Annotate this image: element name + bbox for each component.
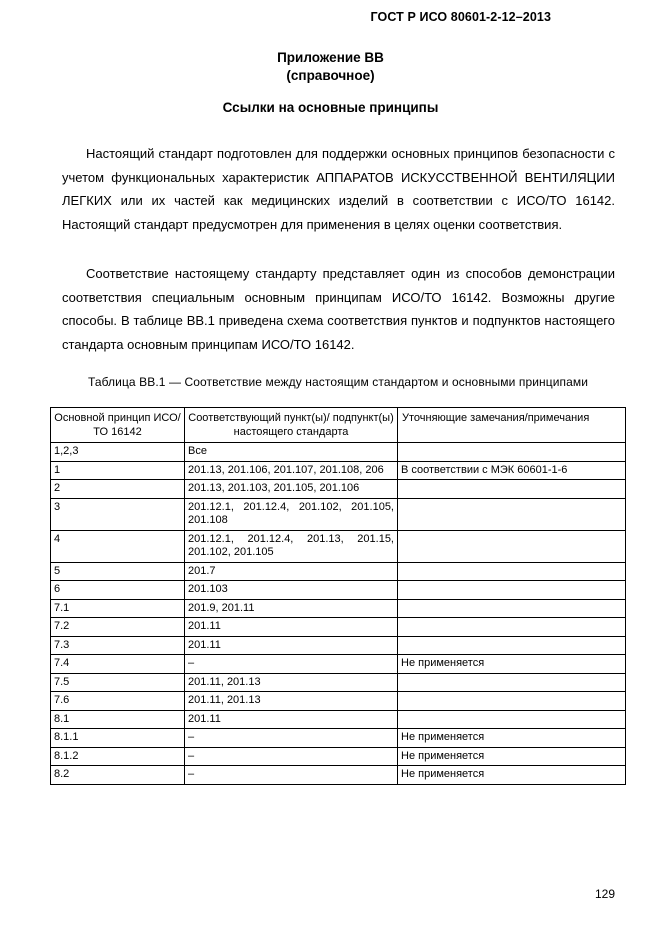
paragraph-conformance: Соответствие настоящему стандарту представляет один из способов демонстрации соответствия специальным основным принципам ИСО/ТО 16142. Возможны другие способы. В таблице ВВ.1 приведена схема соответствия пунктов и подпунктов настоящего стандарта основным принципам ИСО/ТО 16142. xyxy=(62,266,615,352)
cell-principle: 8.1.1 xyxy=(51,729,185,748)
table-row xyxy=(51,747,626,766)
cell-notes xyxy=(398,710,626,729)
table-row xyxy=(51,443,626,462)
cell-clauses: 201.13, 201.106, 201.107, 201.108, 206 xyxy=(185,461,398,480)
cell-notes xyxy=(398,562,626,581)
cell-principle: 8.2 xyxy=(51,766,185,785)
table-row xyxy=(51,692,626,711)
cell-notes xyxy=(398,530,626,562)
table-row xyxy=(51,599,626,618)
table-row xyxy=(51,581,626,600)
cell-notes xyxy=(398,498,626,530)
cell-notes xyxy=(398,673,626,692)
cell-notes xyxy=(398,636,626,655)
cell-clauses: – xyxy=(185,747,398,766)
header-notes: Уточняющие замечания/примечания xyxy=(398,408,626,443)
cell-clauses: – xyxy=(185,729,398,748)
table-header-row xyxy=(51,408,626,443)
page-number: 129 xyxy=(595,887,616,901)
cell-principle: 8.1 xyxy=(51,710,185,729)
cell-principle: 7.3 xyxy=(51,636,185,655)
cell-principle: 5 xyxy=(51,562,185,581)
table-row xyxy=(51,480,626,499)
cell-notes xyxy=(398,618,626,637)
header-clauses: Соответствующий пункт(ы)/ подпункт(ы) настоящего стандарта xyxy=(185,408,398,443)
cell-principle: 7.1 xyxy=(51,599,185,618)
cell-clauses: 201.12.1, 201.12.4, 201.102, 201.105, 201.108 xyxy=(185,498,398,530)
cell-clauses: 201.7 xyxy=(185,562,398,581)
cell-clauses: – xyxy=(185,766,398,785)
cell-clauses: Все xyxy=(185,443,398,462)
section-title: Ссылки на основные принципы xyxy=(222,100,439,115)
header-principle: Основной принцип ИСО/ТО 16142 xyxy=(51,408,185,443)
cell-principle: 2 xyxy=(51,480,185,499)
table-row xyxy=(51,655,626,674)
table-row xyxy=(51,498,626,530)
table-row xyxy=(51,673,626,692)
cell-principle: 4 xyxy=(51,530,185,562)
cell-principle: 1 xyxy=(51,461,185,480)
cell-clauses: 201.11 xyxy=(185,710,398,729)
table-row xyxy=(51,636,626,655)
cell-principle: 7.4 xyxy=(51,655,185,674)
cell-principle: 7.6 xyxy=(51,692,185,711)
cell-notes: Не применяется xyxy=(398,747,626,766)
cell-principle: 7.5 xyxy=(51,673,185,692)
cell-clauses: – xyxy=(185,655,398,674)
annex-title: Приложение ВВ xyxy=(277,50,384,65)
paragraph-intro: Настоящий стандарт подготовлен для поддержки основных принципов безопасности с учетом функциональных характеристик АППАРАТОВ ИСКУССТВЕННОЙ ВЕНТИЛЯЦИИ ЛЕГКИХ или их частей как медицинских изделий в соответствии с ИСО/ТО 16142. Настоящий стандарт предусмотрен для применения в целях оценки соответствия. xyxy=(62,146,615,232)
cell-principle: 6 xyxy=(51,581,185,600)
table-caption: Таблица ВВ.1 — Соответствие между настоящим стандартом и основными принципами xyxy=(87,375,589,389)
cell-clauses: 201.103 xyxy=(185,581,398,600)
table-row xyxy=(51,710,626,729)
standard-code-header: ГОСТ Р ИСО 80601-2-12–2013 xyxy=(370,10,551,24)
table-row xyxy=(51,461,626,480)
cell-principle: 7.2 xyxy=(51,618,185,637)
cell-notes: Не применяется xyxy=(398,655,626,674)
cell-notes: В соответствии с МЭК 60601-1-6 xyxy=(398,461,626,480)
cell-principle: 3 xyxy=(51,498,185,530)
cell-clauses: 201.13, 201.103, 201.105, 201.106 xyxy=(185,480,398,499)
cell-notes xyxy=(398,443,626,462)
cell-notes xyxy=(398,581,626,600)
cell-principle: 8.1.2 xyxy=(51,747,185,766)
cell-principle: 1,2,3 xyxy=(51,443,185,462)
cell-clauses: 201.11, 201.13 xyxy=(185,692,398,711)
cell-notes: Не применяется xyxy=(398,729,626,748)
table-row xyxy=(51,618,626,637)
principles-table xyxy=(50,407,626,785)
table-row xyxy=(51,562,626,581)
cell-clauses: 201.12.1, 201.12.4, 201.13, 201.15, 201.102, 201.105 xyxy=(185,530,398,562)
cell-notes xyxy=(398,480,626,499)
annex-subtitle: (справочное) xyxy=(286,68,375,83)
cell-notes xyxy=(398,692,626,711)
cell-clauses: 201.9, 201.11 xyxy=(185,599,398,618)
cell-clauses: 201.11 xyxy=(185,636,398,655)
cell-clauses: 201.11 xyxy=(185,618,398,637)
cell-notes: Не применяется xyxy=(398,766,626,785)
table-row xyxy=(51,729,626,748)
cell-clauses: 201.11, 201.13 xyxy=(185,673,398,692)
table-row xyxy=(51,766,626,785)
cell-notes xyxy=(398,599,626,618)
table-row xyxy=(51,530,626,562)
